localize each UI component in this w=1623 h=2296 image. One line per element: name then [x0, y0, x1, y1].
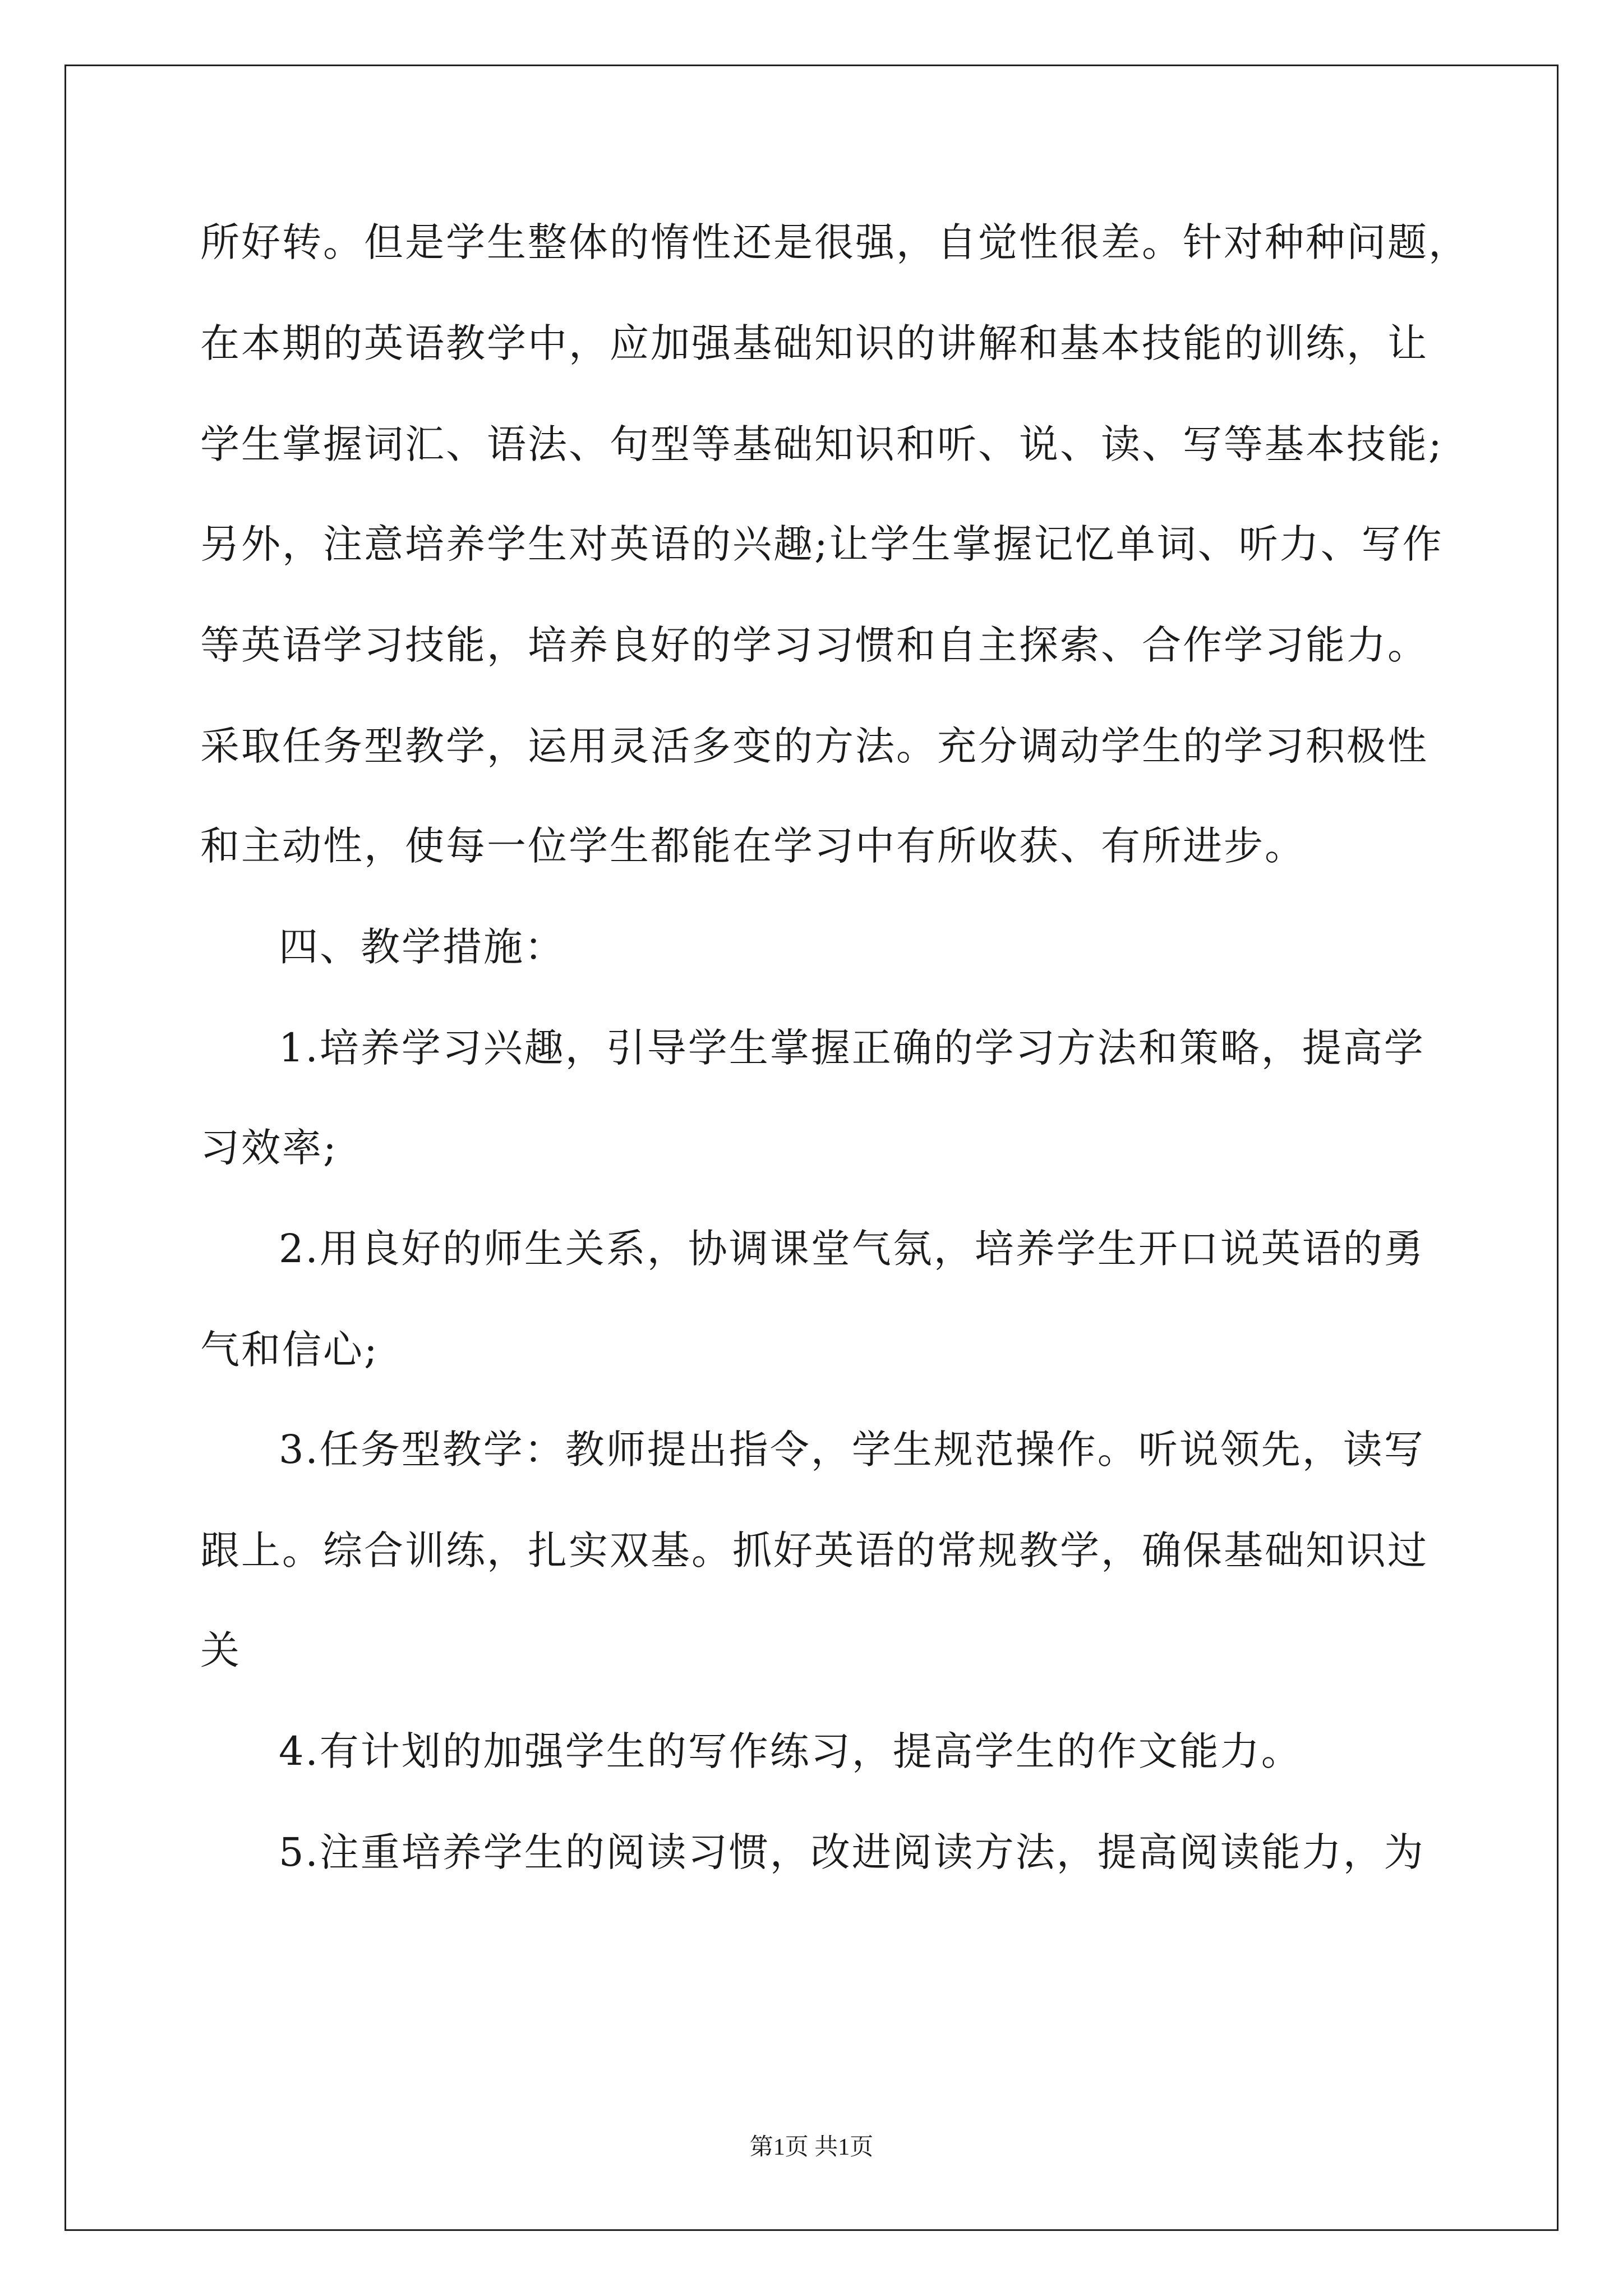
text-line: 气和信心;	[200, 1327, 379, 1373]
text-line: 关	[200, 1627, 241, 1673]
list-item: 3.任务型教学：教师提出指令，学生规范操作。听说领先，读写	[279, 1427, 1425, 1473]
section-heading: 四、教学措施：	[279, 924, 565, 970]
list-item: 1.培养学习兴趣，引导学生掌握正确的学习方法和策略，提高学	[279, 1025, 1425, 1071]
text-line: 习效率;	[200, 1125, 338, 1171]
text-line: 采取任务型教学，运用灵活多变的方法。充分调动学生的学习积极性	[200, 723, 1428, 769]
text-line: 跟上。综合训练，扎实双基。抓好英语的常规教学，确保基础知识过	[200, 1527, 1428, 1573]
list-item: 2.用良好的师生关系，协调课堂气氛，培养学生开口说英语的勇	[279, 1226, 1425, 1272]
text-line: 所好转。但是学生整体的惰性还是很强，自觉性很差。针对种种问题，	[200, 219, 1469, 265]
page-footer: 第1页 共1页	[749, 2134, 874, 2160]
text-line: 另外，注意培养学生对英语的兴趣;让学生掌握记忆单词、听力、写作	[200, 521, 1444, 567]
list-item: 4.有计划的加强学生的写作练习，提高学生的作文能力。	[279, 1728, 1302, 1774]
text-line: 等英语学习技能，培养良好的学习习惯和自主探索、合作学习能力。	[200, 622, 1428, 668]
text-line: 在本期的英语教学中，应加强基础知识的讲解和基本技能的训练，让	[200, 320, 1428, 366]
list-item: 5.注重培养学生的阅读习惯，改进阅读方法，提高阅读能力，为	[279, 1829, 1425, 1875]
text-line: 和主动性，使每一位学生都能在学习中有所收获、有所进步。	[200, 823, 1306, 869]
text-line: 学生掌握词汇、语法、句型等基础知识和听、说、读、写等基本技能;	[200, 421, 1444, 467]
